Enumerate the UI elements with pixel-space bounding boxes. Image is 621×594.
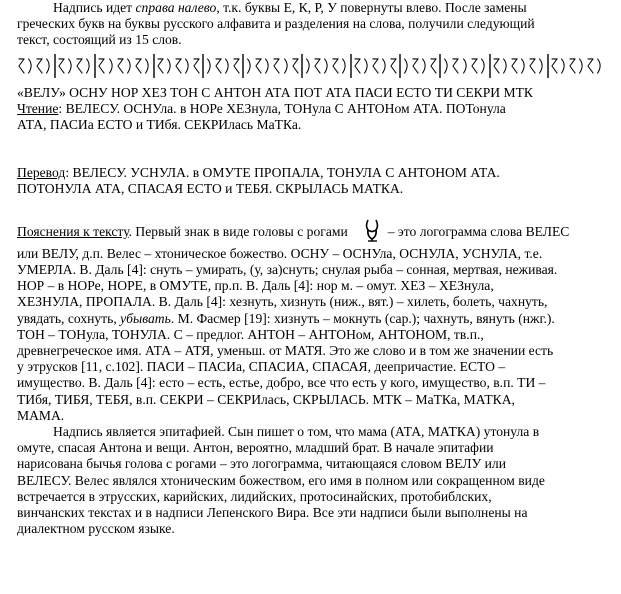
inscription-glyph-icon <box>519 53 528 79</box>
inscription-glyph-icon <box>501 53 510 79</box>
inscription-glyph-icon <box>174 53 183 79</box>
inscription-glyph-icon <box>411 53 420 79</box>
inscription-glyph-icon <box>304 53 313 79</box>
notes-text: . Первый знак в виде головы с рогами <box>128 223 348 239</box>
bull-head-logogram-icon <box>362 218 382 246</box>
notes-text: – это логограмма слова ВЕЛЕС <box>387 223 570 239</box>
inscription-glyph-icon <box>44 53 53 79</box>
conclusion-line-2: омуте, спасая Антона и вещи. Антон, вероятно, младший брат. В начале эпитафии <box>17 440 494 456</box>
notes-text: увядать, сохнуть, <box>17 310 121 326</box>
translation-text: : ВЕЛЕСУ. УСНУЛА. в ОМУТЕ ПРОПАЛА, ТОНУЛА С АНТОНОМ АТА. <box>65 165 500 181</box>
inscription-glyph-icon <box>245 53 254 79</box>
inscription-glyph-icon <box>254 53 263 79</box>
inscription-glyph-icon <box>389 53 398 79</box>
inscription-glyph-icon <box>402 53 411 79</box>
inscription-glyph-icon <box>559 53 568 79</box>
conclusion-line-7: диалектном русском языке. <box>17 521 175 537</box>
notes-line-6 <box>0 311 621 327</box>
conclusion-line-6: винчанских текстах и в надписи Лепенского Вира. Все эти надписи были выполнены на <box>17 505 528 521</box>
notes-label: Пояснения к тексту <box>17 223 129 239</box>
inscription-glyph-icon <box>322 53 331 79</box>
reading-label: Чтение <box>17 100 59 116</box>
inscription-glyph-icon <box>510 53 519 79</box>
inscription-glyph-icon <box>371 53 380 79</box>
inscription-glyph-icon <box>282 53 291 79</box>
inscription-glyph-icon <box>232 53 241 79</box>
inscription-glyph-icon <box>75 53 84 79</box>
inscription-glyph-icon <box>291 53 300 79</box>
spacer <box>0 133 621 149</box>
notes-line-4: НОР – в НОРе, НОРЕ, в ОМУТЕ, пр.п. В. Даль [4]: нор м. – омут. ХЕЗ – ХЕЗнула, <box>17 278 494 294</box>
inscription-glyph-icon <box>331 53 340 79</box>
notes-line-10: имущество. В. Даль [4]: есто – есть, естье, добро, все что есть у кого, имущество, в.п. ТИ – <box>17 375 546 391</box>
reading-line-1 <box>0 101 621 117</box>
inscription-glyph-icon <box>362 53 371 79</box>
inscription-glyph-icon <box>107 53 116 79</box>
inscription-glyph-line <box>17 51 605 81</box>
reading-text: : ВЕЛЕСУ. ОСНУла. в НОРе ХЕЗнула, ТОНула С АНТОНом АТА. ПОТонула <box>58 100 506 116</box>
inscription-glyph-icon <box>183 53 192 79</box>
inscription-glyph-icon <box>143 53 152 79</box>
inscription-glyph-icon <box>35 53 44 79</box>
inscription-glyph-icon <box>537 53 546 79</box>
inscription-glyph-icon <box>125 53 134 79</box>
inscription-glyph-icon <box>134 53 143 79</box>
inscription-glyph-icon <box>461 53 470 79</box>
inscription-glyph-icon <box>116 53 125 79</box>
inscription-glyph-icon <box>97 53 106 79</box>
notes-line-7: ТОН – ТОНула, ТОНУЛА. С – предлог. АНТОН – АНТОНом, АНТОНОМ, тв.п., <box>17 326 484 342</box>
notes-line-1 <box>0 218 621 246</box>
inscription-glyph-icon <box>353 53 362 79</box>
intro-line-2: греческих букв на буквы русского алфавита и разделения на слова, получили следующий <box>17 16 535 32</box>
reading-line-2: АТА, ПАСИа ЕСТО и ТИбя. СЕКРИлась МаТКа. <box>17 117 302 133</box>
translation-line-2: ПОТОНУЛА АТА, СПАСАЯ ЕСТО и ТЕБЯ. СКРЫЛАСЬ МАТКА. <box>17 181 404 197</box>
notes-line-3: УМЕРЛА. В. Даль [4]: снуть – умирать, (у, за)снуть; снулая рыба – сонная, мертвая, неживая. <box>17 262 558 278</box>
inscription-glyph-icon <box>595 53 604 79</box>
inscription-glyph-icon <box>550 53 559 79</box>
notes-line-9: у этрусков [11, с.102]. ПАСИ – ПАСИа, СПАСИА, СПАСАЯ, деепричастие. ЕСТО – <box>17 359 506 375</box>
spacer <box>0 198 621 214</box>
inscription-glyph-icon <box>429 53 438 79</box>
inscription-glyph-icon <box>586 53 595 79</box>
inscription-glyph-icon <box>451 53 460 79</box>
inscription-glyph-icon <box>380 53 389 79</box>
inscription-glyph-icon <box>17 53 26 79</box>
notes-line-11: ТИбя, ТИБЯ, ТЕБЯ, в.п. СЕКРИ – СЕКРИлась, СКРЫЛАСЬ. МТК – МаТКа, МАТКА, <box>17 391 515 407</box>
inscription-glyph-icon <box>214 53 223 79</box>
notes-line-5: ХЕЗНУЛА, ПРОПАЛА. В. Даль [4]: хезнуть, хизнуть (ниж., вят.) – хилеть, болеть, чахнуть, <box>17 294 548 310</box>
inscription-glyph-icon <box>568 53 577 79</box>
conclusion-line-3: нарисована бычья голова с рогами – это логограмма, читающаяся словом ВЕЛУ или <box>17 456 506 472</box>
inscription-glyph-icon <box>26 53 35 79</box>
inscription-glyph-icon <box>156 53 165 79</box>
inscription-glyph-icon <box>57 53 66 79</box>
intro-text: , т.к. буквы Е, К, Р, У повернуты влево. После замены <box>216 0 527 15</box>
inscription-glyph-icon <box>272 53 281 79</box>
inscription-glyph-icon <box>340 53 349 79</box>
inscription-glyph-icon <box>165 53 174 79</box>
notes-line-2: или ВЕЛУ, д.п. Велес – хтоническое божество. ОСНУ – ОСНУла, ОСНУЛА, УСНУЛА, т.е. <box>17 245 543 261</box>
inscription-glyph-icon <box>577 53 586 79</box>
inscription-glyph-icon <box>205 53 214 79</box>
inscription-glyph-icon <box>66 53 75 79</box>
conclusion-line-1: Надпись является эпитафией. Сын пишет о том, что мама (АТА, МАТКА) утонула в <box>53 424 540 440</box>
inscription-glyph-icon <box>223 53 232 79</box>
conclusion-line-5: встречается в этрусских, карийских, лидийских, протосинайских, протобиблских, <box>17 488 492 504</box>
translation-line-1 <box>0 165 621 181</box>
inscription-glyph-icon <box>528 53 537 79</box>
inscription-glyph-icon <box>84 53 93 79</box>
translation-label: Перевод <box>17 165 66 181</box>
notes-italic-text: убывать <box>120 310 171 326</box>
intro-italic-text: справа налево <box>135 0 217 15</box>
spacer <box>0 149 621 165</box>
transcription-line: «ВЕЛУ» ОСНУ НОР ХЕЗ ТОН С АНТОН АТА ПОТ АТА ПАСИ ЕСТО ТИ СЕКРИ МТК <box>17 84 533 100</box>
inscription-glyph-icon <box>420 53 429 79</box>
inscription-glyph-icon <box>192 53 201 79</box>
intro-text: Надпись идет <box>53 0 136 15</box>
notes-line-8: древнегреческое имя. АТА – АТЯ, уменьш. от МАТЯ. Это же слово и в том же значении есть <box>17 343 554 359</box>
inscription-glyph-icon <box>442 53 451 79</box>
inscription-glyph-icon <box>479 53 488 79</box>
intro-line-3: текст, состоящий из 15 слов. <box>17 32 182 48</box>
conclusion-line-4: ВЕЛЕСУ. Велес являлся хтоническим божеством, его имя в полном или сокращенном виде <box>17 472 545 488</box>
inscription-glyph-icon <box>492 53 501 79</box>
notes-text: . М. Фасмер [19]: хизнуть – мокнуть (сар.); чахнуть, вянуть (нжг.). <box>170 310 555 326</box>
inscription-glyph-icon <box>470 53 479 79</box>
notes-line-12: МАМА. <box>17 407 65 423</box>
inscription-glyph-icon <box>263 53 272 79</box>
intro-line-1 <box>0 0 621 16</box>
inscription-glyph-icon <box>313 53 322 79</box>
